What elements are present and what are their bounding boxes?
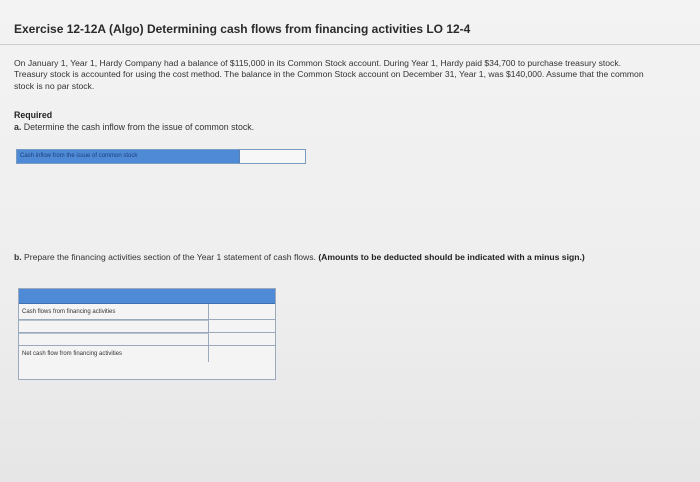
financing-line1-label-input[interactable] — [22, 321, 208, 332]
question-b-note: (Amounts to be deducted should be indicated with a minus sign.) — [318, 252, 585, 262]
question-b — [14, 252, 654, 263]
table-row — [19, 333, 275, 346]
question-b-letter: b. — [14, 252, 22, 262]
financing-line2-label-cell[interactable] — [19, 333, 209, 345]
table-row — [19, 320, 275, 333]
problem-statement: On January 1, Year 1, Hardy Company had a balance of $115,000 in its Common Stock account. During Year 1, Hardy paid $34,700 to purchase treasury stock. Treasury stock is accounted for using the cost method. The balance in the Common Stock account on December 31, Year 1, was $140,000. Assume that the common stock is no par stock. — [14, 58, 644, 91]
financing-line1-label-cell[interactable] — [19, 320, 209, 332]
financing-activities-table — [18, 288, 276, 380]
exercise-title: Exercise 12-12A (Algo) Determining cash flows from financing activities LO 12-4 — [14, 22, 471, 36]
net-cash-flow-value-cell[interactable] — [209, 346, 275, 362]
question-a — [14, 122, 254, 132]
cash-inflow-table — [16, 149, 306, 164]
net-cash-flow-input[interactable] — [209, 347, 275, 363]
financing-section-spacer — [209, 304, 275, 319]
cash-inflow-label: Cash inflow from the issue of common stock — [17, 150, 239, 163]
cash-inflow-input[interactable] — [240, 152, 305, 165]
question-a-text: Determine the cash inflow from the issue of common stock. — [23, 122, 255, 132]
financing-table-header — [19, 289, 275, 304]
question-b-text: Prepare the financing activities section of the Year 1 statement of cash flows. — [24, 252, 316, 262]
question-a-letter: a. — [14, 122, 22, 132]
title-divider — [0, 44, 700, 45]
financing-line1-value-cell[interactable] — [209, 320, 275, 332]
net-cash-flow-label: Net cash flow from financing activities — [19, 346, 209, 362]
financing-section-label: Cash flows from financing activities — [19, 304, 209, 319]
table-row — [19, 304, 275, 320]
cash-inflow-input-cell[interactable] — [239, 150, 305, 163]
table-row — [19, 346, 275, 362]
financing-line2-label-input[interactable] — [22, 334, 208, 345]
financing-line2-value-cell[interactable] — [209, 333, 275, 345]
required-heading: Required — [14, 110, 53, 120]
